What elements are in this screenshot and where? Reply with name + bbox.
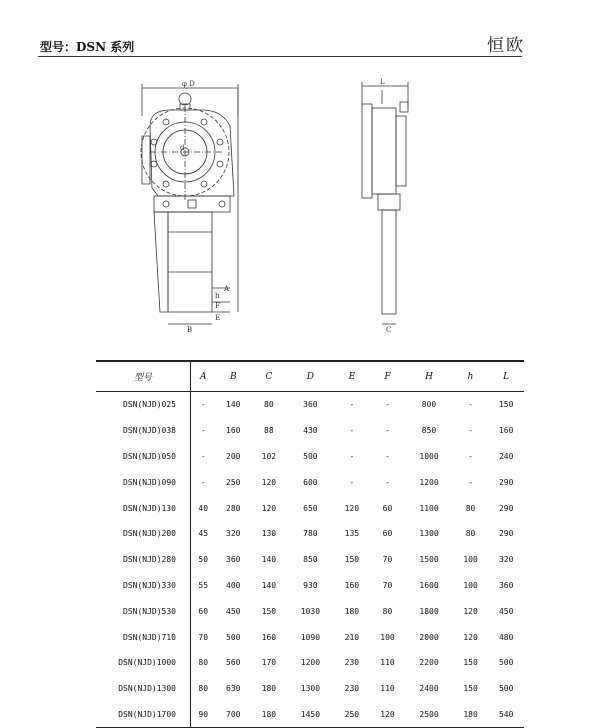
value-cell: 60 [198, 606, 209, 616]
column-header-C: C [251, 361, 287, 392]
value-cell: 2500 [405, 702, 452, 728]
value-cell: 110 [380, 684, 395, 694]
value-cell: 210 [344, 632, 360, 642]
model-cell: DSN(NJD)050 [96, 444, 191, 470]
svg-text:h: h [215, 292, 220, 300]
model-cell: DSN(NJD)038 [96, 418, 191, 444]
column-header-A: A [191, 361, 216, 392]
table-row [96, 521, 524, 547]
value-cell: 100 [463, 555, 478, 565]
value-cell: 120 [463, 606, 478, 616]
value-cell: 160 [498, 426, 514, 436]
value-cell: 230 [344, 658, 360, 668]
model-cell: DSN(NJD)330 [96, 573, 191, 599]
value-cell: 1600 [419, 580, 439, 590]
model-cell: DSN(NJD)130 [96, 495, 191, 521]
value-cell: 70 [382, 580, 393, 590]
svg-text:C: C [386, 326, 392, 334]
specification-table [96, 360, 524, 728]
model-cell: DSN(NJD)1300 [96, 676, 191, 702]
value-cell: 1300 [300, 684, 321, 694]
value-cell: 250 [334, 702, 370, 728]
table-row [96, 624, 524, 650]
value-cell: - [349, 400, 355, 410]
column-header-H: H [405, 361, 452, 392]
column-header-D: D [287, 361, 334, 392]
value-cell: 40 [198, 503, 209, 513]
value-cell: 500 [498, 658, 514, 668]
value-cell: 150 [463, 684, 478, 694]
value-cell: 180 [261, 684, 277, 694]
value-cell: 140 [261, 580, 277, 590]
value-cell: 102 [261, 451, 277, 461]
value-cell: - [468, 477, 473, 487]
value-cell: - [349, 426, 355, 436]
value-cell: 780 [303, 529, 318, 539]
svg-text:E: E [215, 314, 221, 322]
value-cell: 120 [261, 477, 277, 487]
value-cell: 55 [198, 580, 209, 590]
value-cell: 130 [261, 529, 277, 539]
value-cell: 540 [488, 702, 524, 728]
table-row [96, 598, 524, 624]
value-cell: 70 [382, 555, 393, 565]
value-cell: 450 [226, 606, 241, 616]
value-cell: - [349, 451, 355, 461]
value-cell: 360 [226, 555, 241, 565]
value-cell: 110 [380, 658, 395, 668]
value-cell: 150 [498, 400, 514, 410]
value-cell: 80 [382, 606, 393, 616]
model-cell: DSN(NJD)025 [96, 392, 191, 418]
value-cell: 600 [303, 477, 318, 487]
svg-text:A: A [224, 285, 230, 293]
value-cell: - [468, 400, 473, 410]
value-cell: 930 [303, 580, 318, 590]
value-cell: 120 [463, 632, 478, 642]
value-cell: 88 [264, 426, 274, 436]
table-row [96, 444, 524, 470]
model-cell: DSN(NJD)200 [96, 521, 191, 547]
value-cell: - [385, 451, 390, 461]
header-divider [38, 56, 522, 57]
value-cell: 320 [498, 555, 514, 565]
value-cell: 500 [498, 684, 514, 694]
value-cell: 500 [226, 632, 241, 642]
value-cell: 140 [226, 400, 241, 410]
value-cell: 360 [303, 400, 318, 410]
value-cell: 180 [251, 702, 287, 728]
svg-text:L: L [380, 78, 385, 86]
table-row [96, 702, 524, 728]
value-cell: - [200, 451, 206, 461]
value-cell: - [385, 477, 390, 487]
svg-text:F: F [215, 302, 220, 310]
value-cell: 480 [498, 632, 514, 642]
value-cell: 1200 [300, 658, 321, 668]
column-header-E: E [334, 361, 370, 392]
value-cell: 1450 [287, 702, 334, 728]
value-cell: 90 [191, 702, 216, 728]
value-cell: 290 [498, 529, 514, 539]
value-cell: 1090 [300, 632, 321, 642]
value-cell: 290 [498, 503, 514, 513]
value-cell: 1200 [419, 477, 439, 487]
value-cell: 160 [261, 632, 277, 642]
value-cell: 120 [344, 503, 360, 513]
value-cell: 850 [303, 555, 318, 565]
value-cell: 60 [382, 503, 393, 513]
svg-text:d: d [180, 144, 185, 152]
column-header-F: F [370, 361, 406, 392]
brand-name: 恒欧 [487, 36, 525, 56]
value-cell: 100 [380, 632, 395, 642]
value-cell: 170 [261, 658, 277, 668]
table-row [96, 469, 524, 495]
value-cell: 850 [421, 426, 437, 436]
value-cell: 180 [453, 702, 489, 728]
table-row [96, 392, 524, 418]
value-cell: 180 [344, 606, 360, 616]
column-header-model: 型号 [96, 361, 191, 392]
value-cell: 120 [261, 503, 277, 513]
value-cell: 2400 [419, 684, 439, 694]
value-cell: 1300 [419, 529, 439, 539]
value-cell: 140 [261, 555, 277, 565]
value-cell: - [468, 426, 473, 436]
value-cell: 560 [226, 658, 241, 668]
value-cell: 1800 [419, 606, 439, 616]
value-cell: 80 [264, 400, 274, 410]
value-cell: 320 [226, 529, 241, 539]
value-cell: 280 [226, 503, 241, 513]
column-header-h: h [453, 361, 489, 392]
value-cell: 2200 [419, 658, 439, 668]
value-cell: 400 [226, 580, 241, 590]
value-cell: 45 [198, 529, 209, 539]
value-cell: - [200, 400, 206, 410]
column-header-B: B [215, 361, 251, 392]
value-cell: 1100 [419, 503, 439, 513]
value-cell: 2000 [419, 632, 439, 642]
model-cell: DSN(NJD)710 [96, 624, 191, 650]
svg-text:φ D: φ D [182, 80, 195, 88]
model-cell: DSN(NJD)1000 [96, 650, 191, 676]
value-cell: 1000 [419, 451, 439, 461]
value-cell: - [349, 477, 355, 487]
value-cell: 80 [465, 529, 476, 539]
table-body [96, 392, 524, 728]
value-cell: 230 [344, 684, 360, 694]
value-cell: 120 [370, 702, 406, 728]
value-cell: 700 [215, 702, 251, 728]
value-cell: 240 [498, 451, 514, 461]
value-cell: 290 [498, 477, 514, 487]
model-cell: DSN(NJD)090 [96, 469, 191, 495]
value-cell: 80 [198, 658, 209, 668]
value-cell: 100 [463, 580, 478, 590]
column-header-L: L [488, 361, 524, 392]
value-cell: - [200, 426, 206, 436]
value-cell: - [385, 426, 390, 436]
model-series-label: 型号：DSN 系列 [40, 40, 135, 54]
value-cell: 500 [303, 451, 318, 461]
value-cell: 1030 [300, 606, 321, 616]
value-cell: 1500 [419, 555, 439, 565]
table-row [96, 547, 524, 573]
table-header-row [96, 361, 524, 392]
value-cell: 160 [344, 580, 360, 590]
value-cell: 250 [226, 477, 241, 487]
value-cell: 360 [498, 580, 514, 590]
table-row [96, 676, 524, 702]
value-cell: - [200, 477, 206, 487]
value-cell: - [468, 451, 473, 461]
model-cell: DSN(NJD)530 [96, 598, 191, 624]
value-cell: 70 [198, 632, 209, 642]
value-cell: 650 [303, 503, 318, 513]
value-cell: 200 [226, 451, 241, 461]
value-cell: 450 [498, 606, 514, 616]
value-cell: 150 [261, 606, 277, 616]
svg-text:B: B [187, 326, 193, 334]
value-cell: 630 [226, 684, 241, 694]
value-cell: 150 [344, 555, 360, 565]
table-row [96, 418, 524, 444]
value-cell: 50 [198, 555, 209, 565]
model-cell: DSN(NJD)280 [96, 547, 191, 573]
value-cell: 80 [198, 684, 209, 694]
table-row [96, 650, 524, 676]
value-cell: 430 [303, 426, 318, 436]
side-view [362, 82, 408, 324]
value-cell: 160 [226, 426, 241, 436]
value-cell: - [385, 400, 390, 410]
value-cell: 150 [463, 658, 478, 668]
table-row [96, 495, 524, 521]
table-row [96, 573, 524, 599]
value-cell: 135 [344, 529, 360, 539]
model-cell: DSN(NJD)1700 [96, 702, 191, 728]
value-cell: 60 [382, 529, 393, 539]
technical-drawing [130, 76, 420, 336]
value-cell: 80 [465, 503, 476, 513]
value-cell: 800 [421, 400, 437, 410]
